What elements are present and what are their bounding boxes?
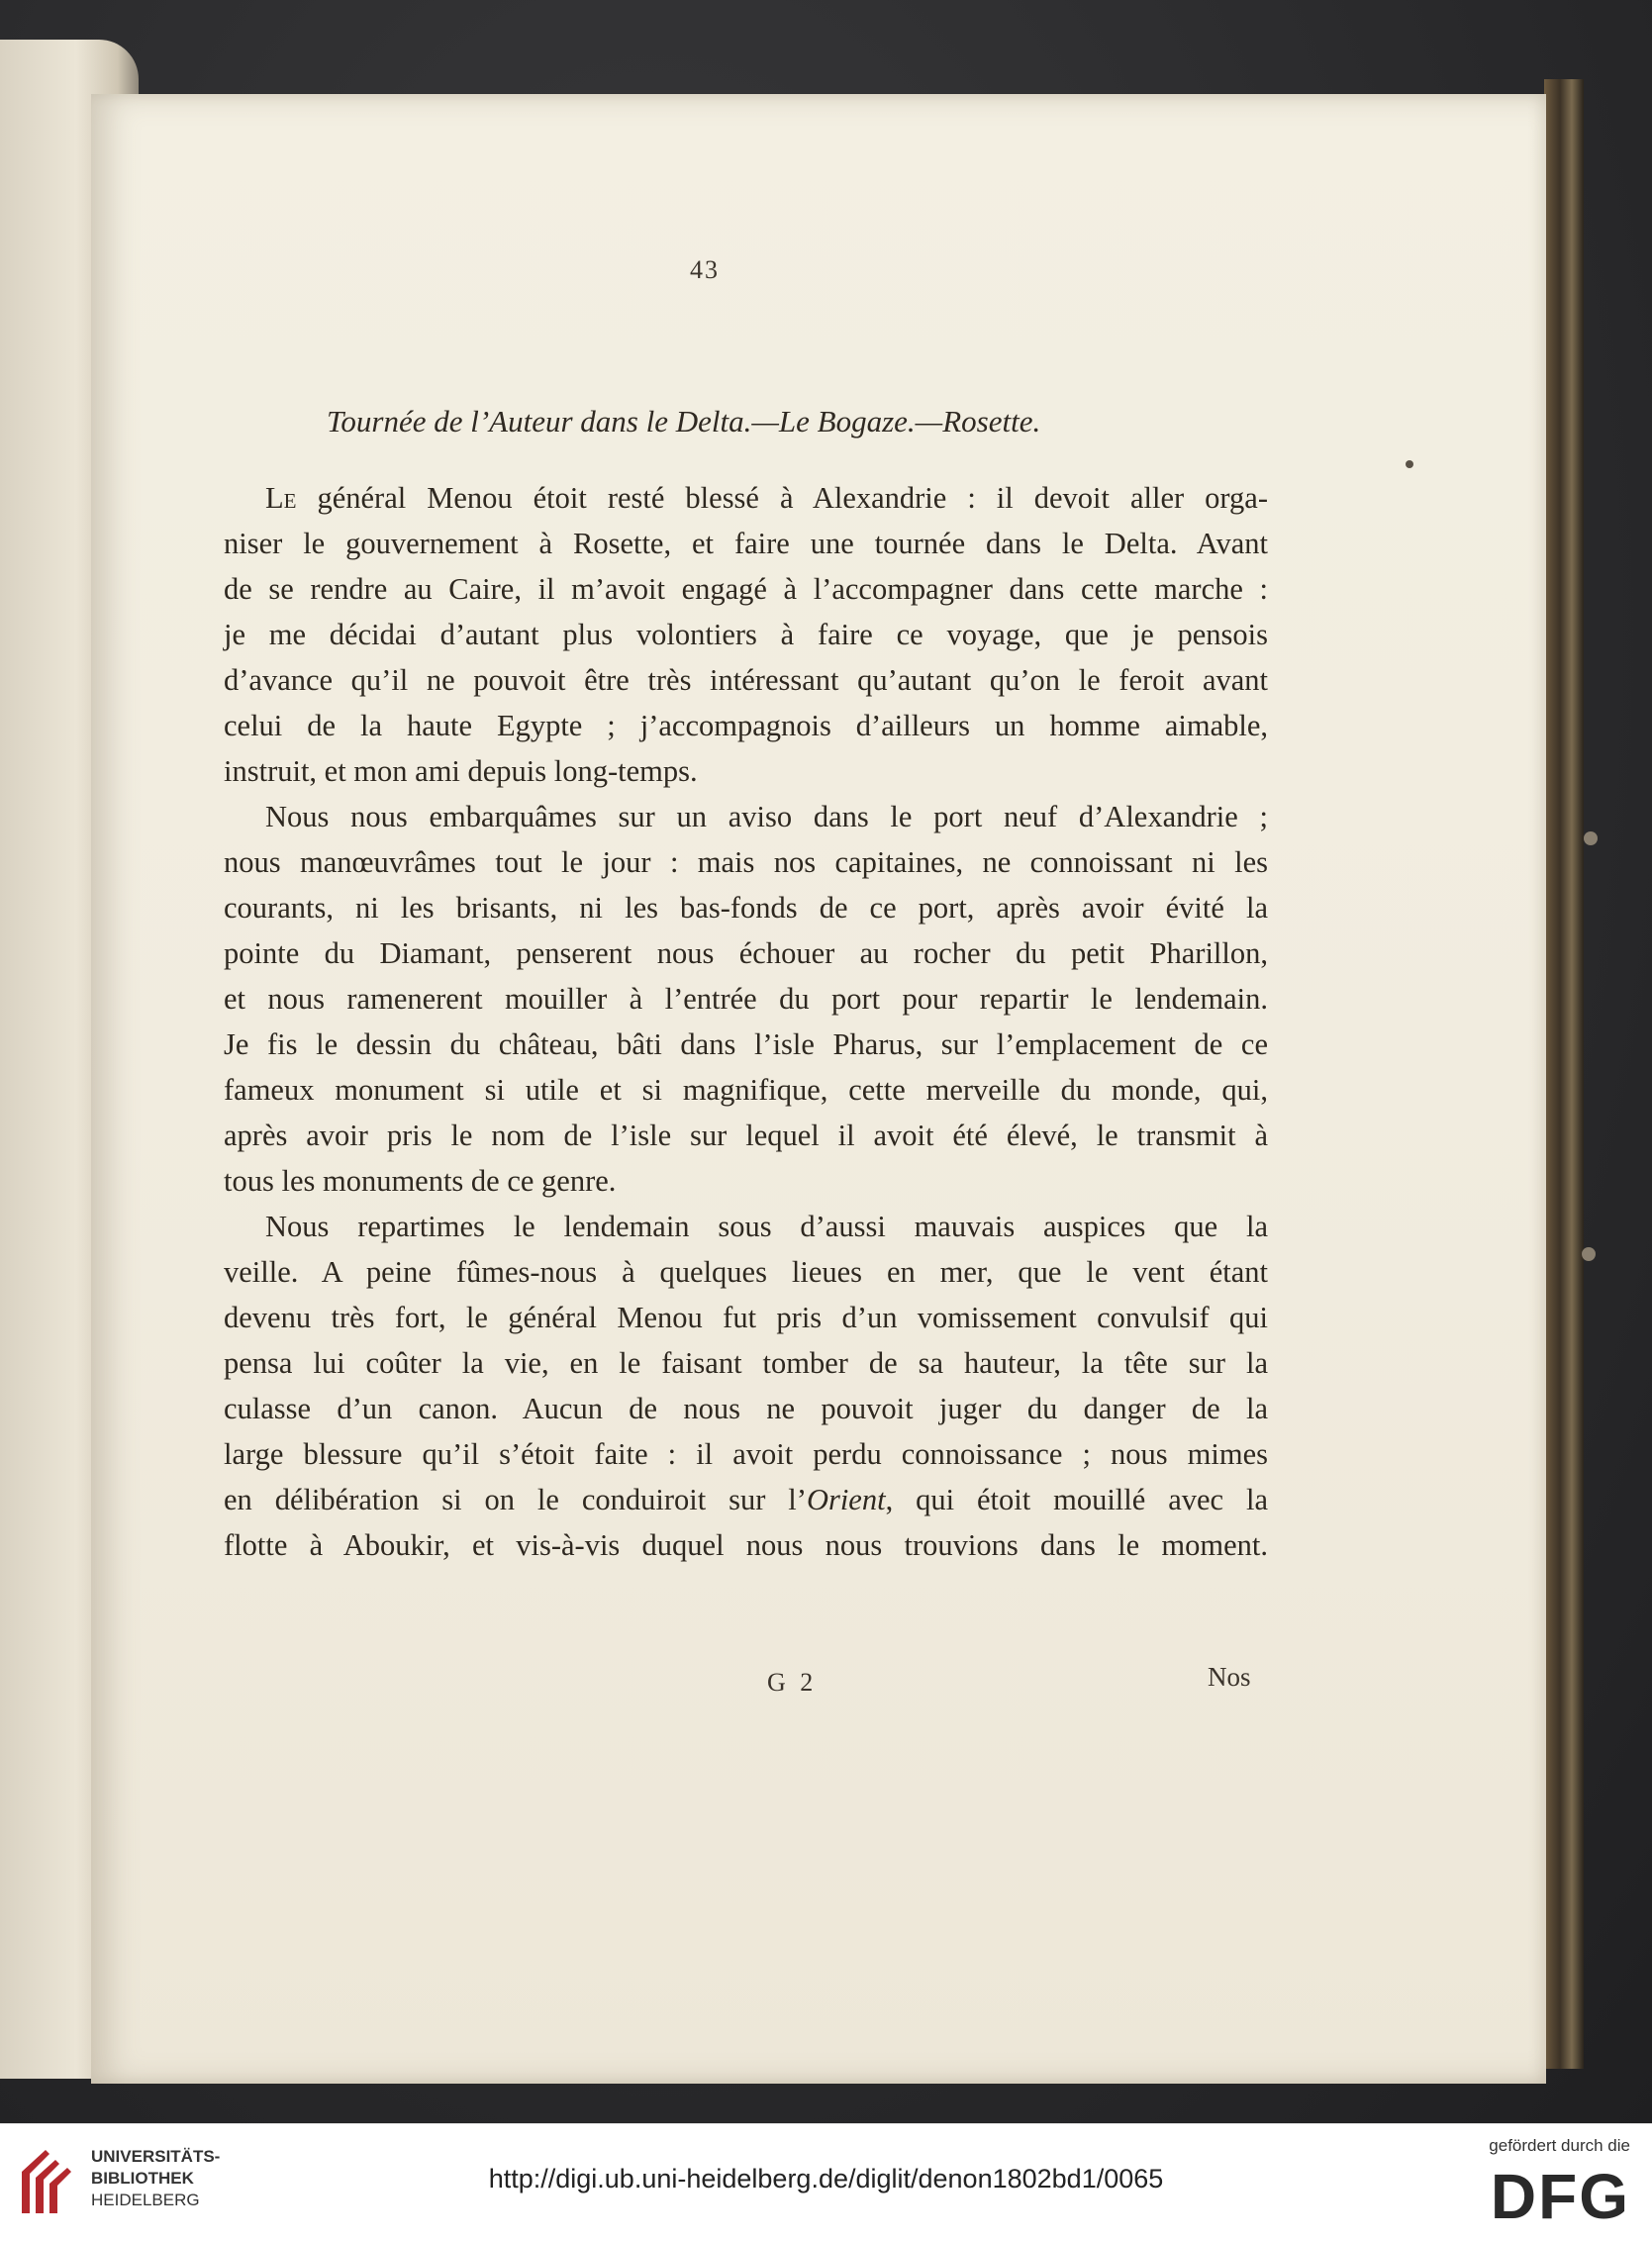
text-line: Nous nous embarquâmes sur un aviso dans le port neuf d’Alexandrie ;: [265, 800, 1268, 833]
signature-mark: G 2: [767, 1668, 818, 1697]
dfg-logo: DFG: [1490, 2161, 1630, 2232]
page-speck: [1406, 460, 1413, 468]
text-line: Je fis le dessin du château, bâti dans l’isle Pharus, sur l’emplacement de ce: [224, 1027, 1268, 1061]
text-line: après avoir pris le nom de l’isle sur lequel il avoit été élevé, le transmit à: [224, 1119, 1268, 1152]
text-line: celui de la haute Egypte ; j’accompagnois d’ailleurs un homme aimable,: [224, 709, 1268, 742]
body-text: [224, 475, 1268, 1568]
book-cover-edge: [1544, 79, 1584, 2069]
binding-pin: [1584, 831, 1598, 845]
ship-name: Orient: [806, 1483, 886, 1516]
text-line: nous manœuvrâmes tout le jour : mais nos capitaines, ne connoissant ni les: [224, 845, 1268, 879]
text-line: pointe du Diamant, penserent nous échouer au rocher du petit Pharillon,: [224, 936, 1268, 970]
permalink-url[interactable]: http://digi.ub.uni-heidelberg.de/diglit/denon1802bd1/0065: [488, 2164, 1164, 2193]
text-line: veille. A peine fûmes-nous à quelques lieues en mer, que le vent étant: [224, 1255, 1268, 1289]
page-number: 43: [690, 255, 720, 284]
text-line: de se rendre au Caire, il m’avoit engagé à l’accompagner dans cette marche :: [224, 572, 1268, 606]
text-line: en délibération si on le conduiroit sur l’Orient, qui étoit mouillé avec la: [224, 1483, 1268, 1516]
text-line: d’avance qu’il ne pouvoit être très intéressant qu’autant qu’on le feroit avant: [224, 663, 1268, 697]
text-line: je me décidai d’autant plus volontiers à faire ce voyage, que je pensois: [224, 618, 1268, 651]
catchword: Nos: [1208, 1662, 1251, 1692]
text-line: fameux monument si utile et si magnifique, cette merveille du monde, qui,: [224, 1073, 1268, 1107]
text-line: devenu très fort, le général Menou fut pris d’un vomissement convulsif qui: [224, 1301, 1268, 1334]
chapter-heading: Tournée de l’Auteur dans le Delta.—Le Bogaze.—Rosette.: [327, 404, 1041, 439]
binding-pin: [1582, 1247, 1596, 1261]
text-line: pensa lui coûter la vie, en le faisant tomber de sa hauteur, la tête sur la: [224, 1346, 1268, 1380]
text-line: tous les monuments de ce genre.: [224, 1164, 617, 1198]
text-line: Le général Menou étoit resté blessé à Alexandrie : il devoit aller orga-: [265, 481, 1268, 515]
text-line: courants, ni les brisants, ni les bas-fonds de ce port, après avoir évité la: [224, 891, 1268, 925]
text-line: culasse d’un canon. Aucun de nous ne pouvoit juger du danger de la: [224, 1392, 1268, 1425]
library-name: UNIVERSITÄTS- BIBLIOTHEK HEIDELBERG: [91, 2147, 221, 2209]
viewer-footer: [0, 2123, 1652, 2242]
funded-by-label: gefördert durch die: [1489, 2136, 1630, 2155]
text-line: Nous repartimes le lendemain sous d’aussi mauvais auspices que la: [265, 1210, 1268, 1243]
text-line: instruit, et mon ami depuis long-temps.: [224, 754, 698, 788]
lead-word: Le: [265, 481, 297, 515]
text-line: niser le gouvernement à Rosette, et faire une tournée dans le Delta. Avant: [224, 527, 1268, 560]
text-line: et nous ramenerent mouiller à l’entrée du port pour repartir le lendemain.: [224, 982, 1268, 1016]
text-line: flotte à Aboukir, et vis-à-vis duquel nous nous trouvions dans le moment.: [224, 1528, 1268, 1562]
text-line: large blessure qu’il s’étoit faite : il avoit perdu connoissance ; nous mimes: [224, 1437, 1268, 1471]
